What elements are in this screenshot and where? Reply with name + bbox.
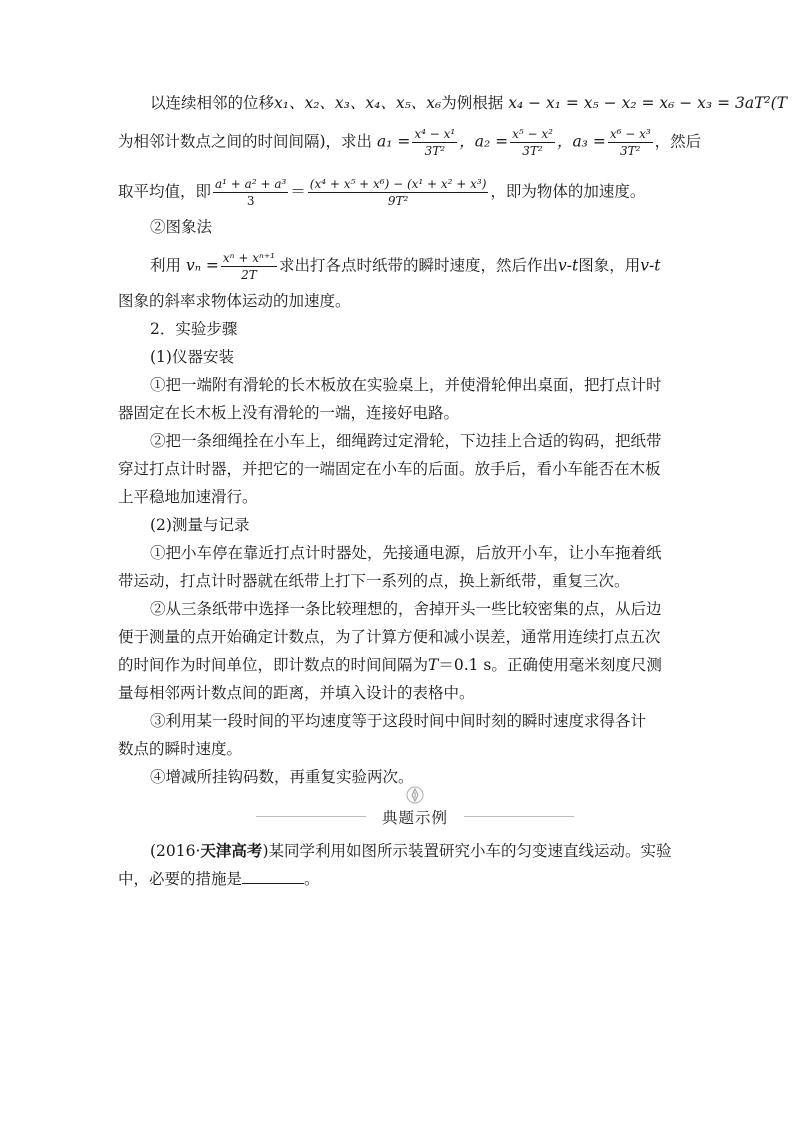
text: ，然后: [654, 132, 702, 151]
paragraph-line: 上平稳地加速滑行。: [118, 488, 258, 506]
fraction-a1: $\frac{\text{x⁴ − x¹}}{\text{3T²}}$: [414, 127, 456, 158]
subsection-heading: (1)仪器安装: [150, 348, 234, 366]
fraction-a2: $\frac{\text{x⁵ − x²}}{\text{3T²}}$: [512, 127, 553, 158]
text: 求出打各点时纸带的瞬时速度，然后作出: [279, 256, 559, 275]
paragraph-line: 穿过打点计时器，并把它的一端固定在小车的后面。放手后，看小车能否在木板: [118, 460, 661, 478]
text: )某同学利用如图所示装置研究小车的匀变速直线运动。实验: [262, 842, 672, 860]
fraction-a3: $\frac{\text{x⁶ − x³}}{\text{3T²}}$: [609, 127, 651, 158]
section-heading: ②图象法: [150, 218, 213, 236]
text: 为相邻计数点之间的时间间隔)，求出: [118, 132, 373, 151]
question-line: [118, 868, 320, 890]
paragraph-line: 图象的斜率求物体运动的加速度。: [118, 292, 351, 310]
text: 利用: [150, 256, 182, 275]
a3-label: ，a₃ =: [556, 132, 606, 151]
text: 图象，用: [578, 256, 641, 275]
a2-label: ，a₂ =: [459, 132, 509, 151]
paragraph-line: 取平均值，即 $\frac{\text{a¹ + a² + a³}}{3}$ ＝ $\frac{\text{(x⁴ + x⁵ + x⁶) − (x¹ + x² + x³)}}{\text{9T²}}$ ，即为物体的加速度。: [118, 177, 646, 208]
text: 。: [304, 870, 320, 888]
text: ＝0.1 s。正确使用毫米刻度尺测: [438, 656, 662, 674]
paragraph-line: 量每相邻两计数点间的距离，并填入设计的表格中。: [118, 684, 475, 702]
text: ，即为物体的加速度。: [490, 182, 646, 201]
paragraph-line: ②从三条纸带中选择一条比较理想的，舍掉开头一些比较密集的点，从后边: [150, 600, 662, 618]
paragraph-line: ③利用某一段时间的平均速度等于这段时间中间时刻的瞬时速度求得各计: [150, 712, 647, 730]
fraction-acceleration: $\frac{\text{(x⁴ + x⁵ + x⁶) − (x¹ + x² + x³)}}{\text{9T²}}$: [309, 177, 487, 208]
paragraph-line: ④增减所挂钩码数，再重复实验两次。: [150, 768, 414, 786]
vt-label: v-t: [558, 256, 579, 275]
paragraph-line: ①把小车停在靠近打点计时器处，先接通电源，后放开小车，让小车拖着纸: [150, 544, 662, 562]
text: 为例根据: [441, 94, 504, 112]
answer-blank[interactable]: [242, 869, 304, 884]
variable-T: T: [428, 656, 439, 674]
question-source: 天津高考: [200, 841, 263, 860]
question-line: [150, 840, 672, 862]
text: 取平均值，即: [118, 182, 212, 201]
text: 中，必要的措施是: [118, 870, 243, 888]
fraction-vn: $\frac{\text{xⁿ + xⁿ⁺¹}}{2T}$: [222, 251, 275, 282]
paragraph-line: ②把一条细绳拴在小车上，细绳跨过定滑轮，下边挂上合适的钩码，把纸带: [150, 432, 662, 450]
vn-label: vₙ =: [185, 256, 219, 275]
paragraph-line: 带运动，打点计时器就在纸带上打下一系列的点，换上新纸带，重复三次。: [118, 572, 630, 590]
text: 的时间作为时间单位，即计数点的时间间隔为: [118, 656, 429, 674]
paragraph-line: [118, 654, 662, 676]
paragraph-line: 数点的瞬时速度。: [118, 740, 243, 758]
paragraph-line: [150, 250, 661, 283]
paragraph-line: [150, 92, 787, 114]
paragraph-line: 便于测量的点开始确定计数点，为了计算方便和减小误差，通常用连续打点五次: [118, 628, 661, 646]
fraction-average: $\frac{\text{a¹ + a² + a³}}{3}$: [215, 177, 287, 208]
section-heading: 2．实验步骤: [150, 320, 238, 338]
section-divider: [256, 786, 574, 826]
paragraph-line: ①把一端附有滑轮的长木板放在实验桌上，并使滑轮伸出桌面，把打点计时: [150, 376, 662, 394]
divider-rule-right: [464, 816, 574, 817]
vt-label: v-t: [640, 256, 661, 275]
paragraph-line: 器固定在长木板上没有滑轮的一端，连接好电路。: [118, 404, 460, 422]
divider-label: 典题示例: [381, 809, 448, 827]
variables-text: x₁、x₂、x₃、x₄、x₅、x₆: [274, 94, 442, 112]
subsection-heading: (2)测量与记录: [150, 516, 250, 534]
text: 以连续相邻的位移: [150, 94, 275, 112]
text: (2016·: [150, 842, 201, 860]
a1-label: a₁ =: [377, 132, 411, 151]
pen-nib-icon: [406, 786, 424, 804]
equation: x₄ − x₁ = x₅ − x₂ = x₆ − x₃ = 3aT²(T: [508, 94, 788, 112]
paragraph-line: [118, 126, 701, 159]
